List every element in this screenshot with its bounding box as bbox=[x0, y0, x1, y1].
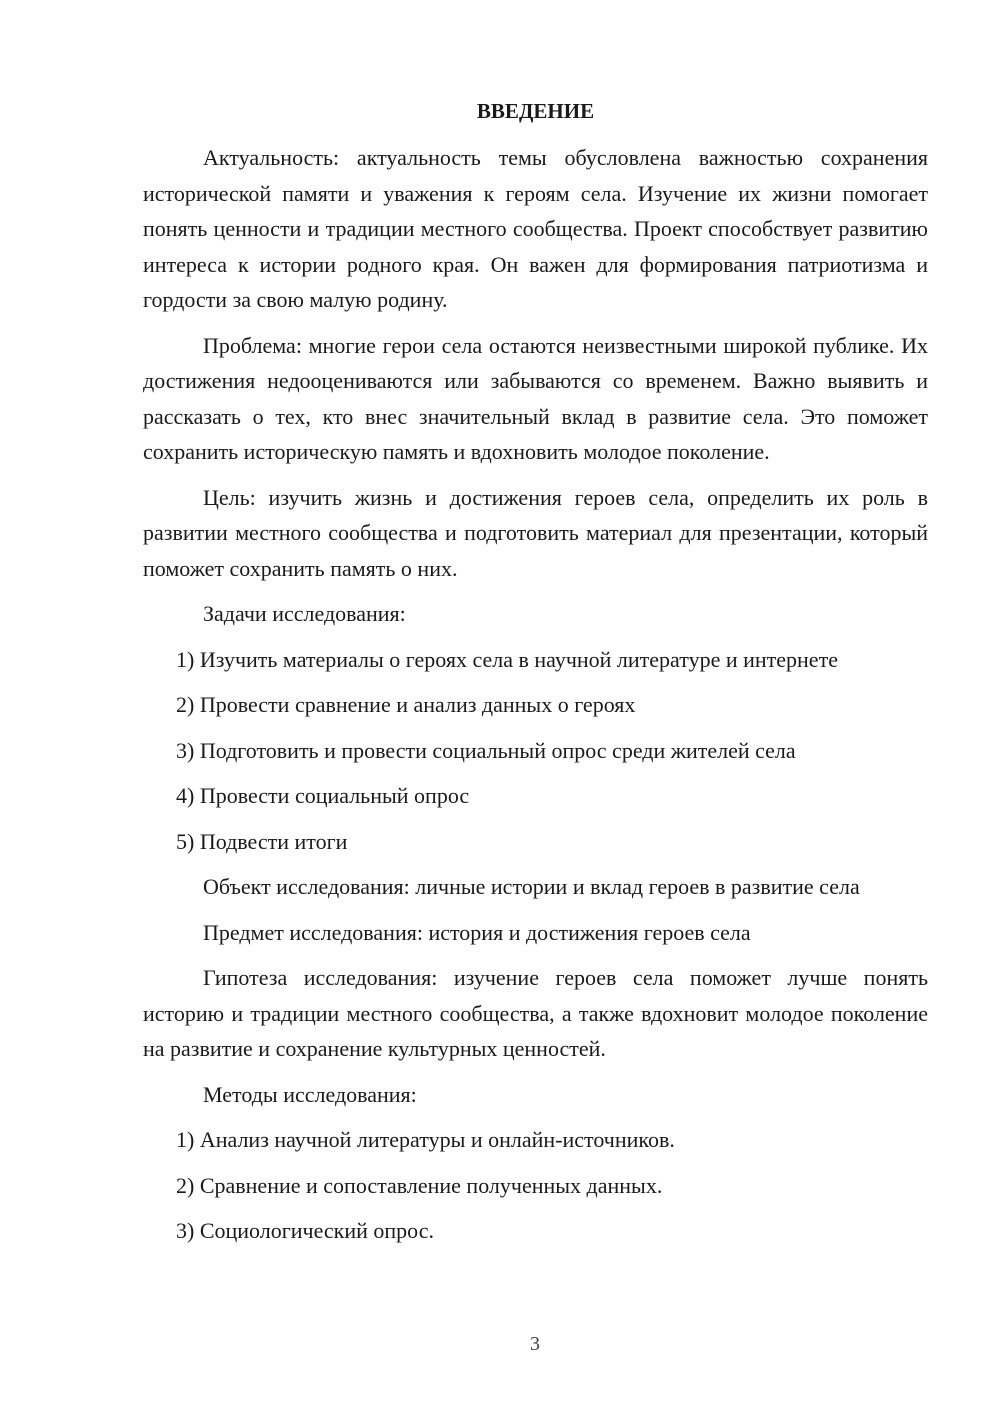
relevance-paragraph: Актуальность: актуальность темы обусловлена важностью сохранения исторической памяти и уважения к героям села. Изучение их жизни помогает понять ценности и традиции местного сообщества. Проект способствует развитию интереса к истории родного края. Он важен для формирования патриотизма и гордости за свою малую родину. bbox=[143, 145, 928, 312]
document-page bbox=[143, 96, 928, 1259]
list-item: 1) Анализ научной литературы и онлайн-источников. bbox=[176, 1127, 675, 1152]
list-item: 2) Сравнение и сопоставление полученных данных. bbox=[176, 1172, 663, 1198]
methods-heading: Методы исследования: bbox=[203, 1081, 417, 1107]
list-item: 1) Изучить материалы о героях села в научной литературе и интернете bbox=[176, 646, 838, 672]
list-item: 2) Провести сравнение и анализ данных о героях bbox=[176, 692, 636, 717]
list-item: 3) Подготовить и провести социальный опрос среди жителей села bbox=[176, 737, 796, 763]
methods-list bbox=[143, 1122, 928, 1249]
list-item: 5) Подвести итоги bbox=[176, 828, 348, 854]
page-number: 3 bbox=[530, 1333, 540, 1355]
page-title: ВВЕДЕНИЕ bbox=[476, 99, 595, 123]
goal-paragraph: Цель: изучить жизнь и достижения героев села, определить их роль в развитии местного сообщества и подготовить материал для презентации, который поможет сохранить память о них. bbox=[143, 484, 928, 581]
list-item: 4) Провести социальный опрос bbox=[176, 783, 470, 808]
list-item: 3) Социологический опрос. bbox=[176, 1218, 434, 1243]
subject-paragraph: Предмет исследования: история и достижения героев села bbox=[203, 919, 751, 945]
tasks-heading: Задачи исследования: bbox=[203, 601, 406, 626]
object-paragraph: Объект исследования: личные истории и вклад героев в развитие села bbox=[203, 874, 860, 899]
hypothesis-paragraph: Гипотеза исследования: изучение героев села поможет лучше понять историю и традиции местного сообщества, а также вдохновит молодое поколение на развитие и сохранение культурных ценностей. bbox=[143, 965, 928, 1061]
tasks-list bbox=[143, 642, 928, 860]
problem-paragraph: Проблема: многие герои села остаются неизвестными широкой публике. Их достижения недооцениваются или забываются со временем. Важно выявить и рассказать о тех, кто внес значительный вклад в развитие села. Это поможет сохранить историческую память и вдохновить молодое поколение. bbox=[143, 332, 928, 464]
